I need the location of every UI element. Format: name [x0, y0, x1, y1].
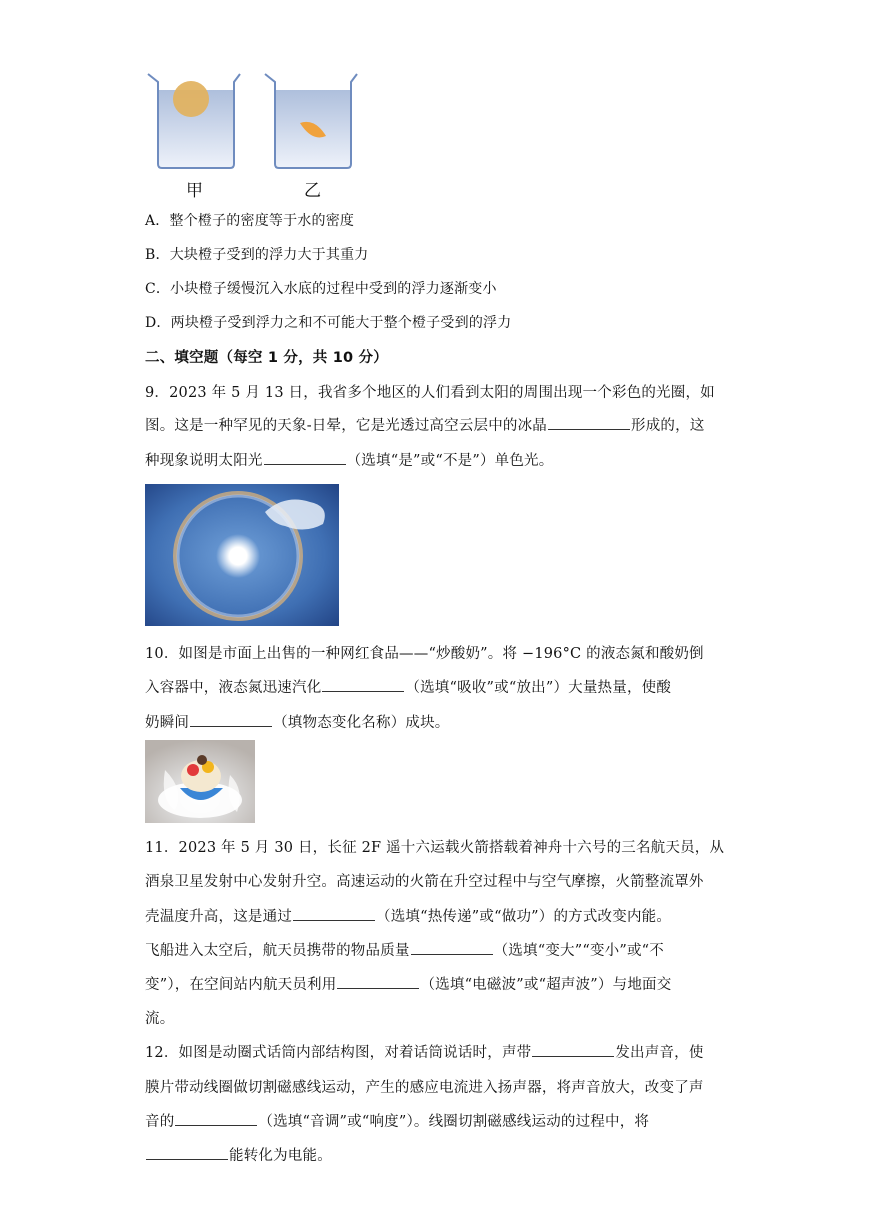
fried-yogurt-photo — [145, 740, 255, 823]
q9-line3: 种现象说明太阳光 （选填“是”或“不是”）单色光。 — [145, 453, 554, 469]
q11-line5: 变”），在空间站内航天员利用 （选填“电磁波”或“超声波”）与地面交 — [145, 977, 672, 993]
beaker-yi — [265, 74, 357, 168]
answer-blank — [146, 1147, 228, 1160]
q11-line1: 11．2023 年 5 月 30 日，长征 2F 遥十六运载火箭搭载着神舟十六号的三名航天员，从 — [145, 840, 725, 856]
q10-line1: 10．如图是市面上出售的一种网红食品——“炒酸奶”。将 −196°C 的液态氮和酸奶倒 — [145, 646, 704, 662]
answer-blank — [190, 714, 272, 727]
answer-blank — [548, 417, 630, 430]
label-yi: 乙 — [304, 181, 321, 201]
q10-line2: 入容器中，液态氮迅速汽化 （选填“吸收”或“放出”）大量热量，使酸 — [145, 680, 672, 696]
q9-line1: 9．2023 年 5 月 13 日，我省多个地区的人们看到太阳的周围出现一个彩色的光圈，如 — [145, 385, 715, 401]
q10-line3: 奶瞬间 （填物态变化名称）成块。 — [145, 715, 450, 731]
option-c: C．小块橙子缓慢沉入水底的过程中受到的浮力逐渐变小 — [145, 281, 497, 297]
q11-line4: 飞船进入太空后，航天员携带的物品质量 （选填“变大”“变小”或“不 — [145, 943, 664, 959]
beaker-figure — [140, 68, 365, 198]
answer-blank — [337, 976, 419, 989]
option-b: B．大块橙子受到的浮力大于其重力 — [145, 247, 369, 263]
q11-line3: 壳温度升高，这是通过 （选填“热传递”或“做功”）的方式改变内能。 — [145, 909, 672, 925]
answer-blank — [175, 1113, 257, 1126]
q11-line6: 流。 — [145, 1011, 175, 1027]
option-a: A．整个橙子的密度等于水的密度 — [145, 213, 355, 229]
q11-line2: 酒泉卫星发射中心发射升空。高速运动的火箭在升空过程中与空气摩擦，火箭整流罩外 — [145, 874, 704, 890]
q12-line4: 能转化为电能。 — [145, 1144, 332, 1165]
sun-halo-photo — [145, 484, 339, 626]
answer-blank — [322, 679, 404, 692]
answer-blank — [264, 452, 346, 465]
answer-blank — [293, 908, 375, 921]
q12-line2: 膜片带动线圈做切割磁感线运动，产生的感应电流进入扬声器，将声音放大，改变了声 — [145, 1080, 704, 1096]
label-jia: 甲 — [186, 181, 203, 201]
answer-blank — [411, 942, 493, 955]
q12-line3: 音的 （选填“音调”或“响度”）。线圈切割磁感线运动的过程中，将 — [145, 1114, 650, 1130]
q12-line1: 12．如图是动圈式话筒内部结构图，对着话筒说话时，声带 发出声音，使 — [145, 1045, 704, 1061]
beaker-jia — [148, 74, 240, 168]
section-title: 二、填空题（每空 1 分，共 10 分） — [145, 350, 388, 366]
answer-blank — [532, 1044, 614, 1057]
q9-line2: 图。这是一种罕见的天象-日晕，它是光透过高空云层中的冰晶 形成的，这 — [145, 418, 705, 434]
option-d: D．两块橙子受到浮力之和不可能大于整个橙子受到的浮力 — [145, 315, 512, 331]
